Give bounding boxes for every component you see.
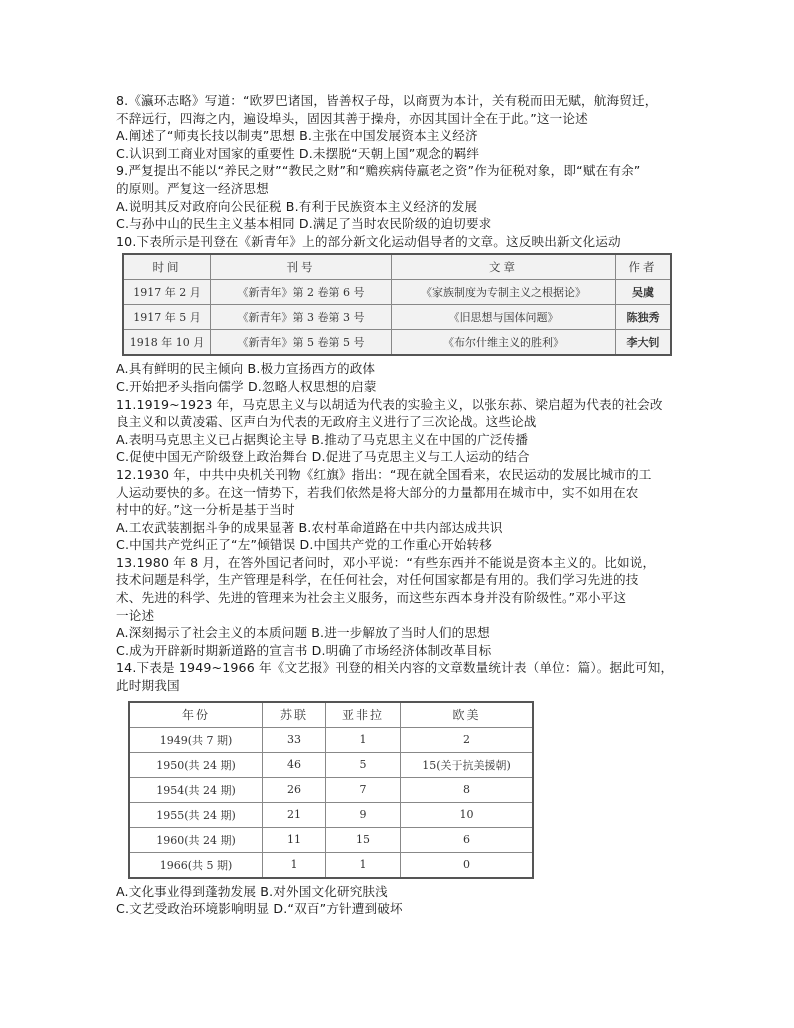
answer-options: A.工农武装割据斗争的成果显著 B.农村革命道路在中共内部达成共识 [116, 519, 503, 535]
question-14 [116, 659, 682, 917]
statistics-table [128, 701, 534, 879]
table-cell: 1 [326, 852, 401, 878]
question-10 [116, 233, 682, 396]
table-cell: 1 [263, 852, 326, 878]
table-cell: 《旧思想与国体问题》 [392, 305, 616, 330]
table-cell: 21 [263, 802, 326, 827]
question-stem: 人运动要快的多。在这一情势下，若我们依然是将大部分的力量都用在城市中，实不如用在农 [116, 484, 639, 500]
table-cell: 《新青年》第 5 卷第 5 号 [211, 330, 392, 356]
table-cell: 26 [263, 777, 326, 802]
table-cell: 2 [401, 727, 534, 752]
table-cell: 1954(共 24 期) [129, 777, 263, 802]
table-cell: 1918 年 10 月 [123, 330, 211, 356]
table-header-cell: 苏联 [263, 702, 326, 728]
question-stem: 10.下表所示是刊登在《新青年》上的部分新文化运动倡导者的文章。这反映出新文化运动 [116, 233, 621, 249]
table-row [129, 752, 533, 777]
table-header-row [123, 254, 671, 280]
table-header-row [129, 702, 533, 728]
answer-options: A.阐述了“师夷长技以制夷”思想 B.主张在中国发展资本主义经济 [116, 128, 478, 144]
answer-options: C.中国共产党纠正了“左”倾错误 D.中国共产党的工作重心开始转移 [116, 537, 492, 553]
answer-options: A.具有鲜明的民主倾向 B.极力宣扬西方的政体 [116, 361, 376, 377]
table-cell: 陈独秀 [616, 305, 672, 330]
answer-options: C.认识到工商业对国家的重要性 D.未摆脱“天朝上国”观念的羁绊 [116, 145, 480, 161]
table-row [129, 802, 533, 827]
table-cell: 1960(共 24 期) [129, 827, 263, 852]
question-stem: 9.严复提出不能以“养民之财”“教民之财”和“赡疾病侍羸老之资”作为征税对象，即“赋在有余” [116, 163, 641, 179]
question-stem: 技术问题是科学，生产管理是科学，在任何社会，对任何国家都是有用的。我们学习先进的技 [116, 572, 639, 588]
question-stem: 11.1919~1923 年，马克思主义与以胡适为代表的实验主义，以张东荪、梁启超为代表的社会改 [116, 396, 663, 412]
question-stem: 13.1980 年 8 月，在答外国记者问时，邓小平说：“有些东西并不能说是资本主义的。比如说， [116, 554, 656, 570]
table-cell: 9 [326, 802, 401, 827]
table-cell: 5 [326, 752, 401, 777]
question-stem: 术、先进的科学、先进的管理来为社会主义服务，而这些东西本身并没有阶级性。”邓小平这 [116, 590, 627, 606]
question-12 [116, 466, 682, 554]
table-header-cell: 刊号 [211, 254, 392, 280]
table-row [129, 777, 533, 802]
table-cell: 1 [326, 727, 401, 752]
table-cell: 8 [401, 777, 534, 802]
answer-options: C.成为开辟新时期新道路的宣言书 D.明确了市场经济体制改革目标 [116, 642, 492, 658]
table-cell: 1966(共 5 期) [129, 852, 263, 878]
table-header-cell: 作者 [616, 254, 672, 280]
question-13 [116, 554, 682, 660]
table-cell: 15(关于抗美援朝) [401, 752, 534, 777]
table-header-cell: 年份 [129, 702, 263, 728]
table-header-cell: 欧美 [401, 702, 534, 728]
question-stem: 良主义和以黄凌霜、区声白为代表的无政府主义进行了三次论战。这些论战 [116, 414, 537, 430]
question-stem: 12.1930 年，中共中央机关刊物《红旗》指出：“现在就全国看来，农民运动的发展比城市的工 [116, 466, 652, 482]
question-stem: 14.下表是 1949~1966 年《文艺报》刊登的相关内容的文章数量统计表（单位：篇）。据此可知， [116, 660, 674, 676]
table-cell: 1949(共 7 期) [129, 727, 263, 752]
table-row [129, 727, 533, 752]
table-header-cell: 文章 [392, 254, 616, 280]
table-cell: 《新青年》第 2 卷第 6 号 [211, 280, 392, 305]
table-cell: 1917 年 5 月 [123, 305, 211, 330]
question-stem: 村中的好。”这一分析是基于当时 [116, 502, 295, 518]
table-cell: 1955(共 24 期) [129, 802, 263, 827]
table-cell: 《布尔什维主义的胜利》 [392, 330, 616, 356]
table-row [123, 305, 671, 330]
table-cell: 0 [401, 852, 534, 878]
table-cell: 33 [263, 727, 326, 752]
answer-options: A.文化事业得到蓬勃发展 B.对外国文化研究肤浅 [116, 883, 388, 899]
question-stem: 一论述 [116, 607, 155, 623]
exam-page [116, 92, 682, 918]
table-cell: 6 [401, 827, 534, 852]
table-cell: 李大钊 [616, 330, 672, 356]
articles-table [122, 253, 672, 356]
question-11 [116, 396, 682, 466]
table-cell: 1950(共 24 期) [129, 752, 263, 777]
question-9 [116, 162, 682, 232]
table-cell: 15 [326, 827, 401, 852]
question-stem: 此时期我国 [116, 678, 180, 694]
table-cell: 《家族制度为专制主义之根据论》 [392, 280, 616, 305]
answer-options: C.开始把矛头指向儒学 D.忽略人权思想的启蒙 [116, 378, 377, 394]
table-row [129, 827, 533, 852]
question-stem: 的原则。严复这一经济思想 [116, 180, 269, 196]
question-stem: 不辞远行，四海之内，遍设埠头，固因其善于操舟，亦因其国计全在于此。”这一论述 [116, 110, 588, 126]
table-row [123, 280, 671, 305]
table-row [129, 852, 533, 878]
question-stem: 8.《瀛环志略》写道：“欧罗巴诸国，皆善权子母，以商贾为本计，关有税而田无赋，航海贸迁， [116, 93, 658, 108]
table-header-cell: 时间 [123, 254, 211, 280]
question-8 [116, 92, 682, 162]
answer-options: C.促使中国无产阶级登上政治舞台 D.促进了马克思主义与工人运动的结合 [116, 449, 530, 465]
table-cell: 《新青年》第 3 卷第 3 号 [211, 305, 392, 330]
table-cell: 7 [326, 777, 401, 802]
table-cell: 1917 年 2 月 [123, 280, 211, 305]
answer-options: A.说明其反对政府向公民征税 B.有利于民族资本主义经济的发展 [116, 198, 478, 214]
answer-options: A.深刻揭示了社会主义的本质问题 B.进一步解放了当时人们的思想 [116, 625, 490, 641]
answer-options: A.表明马克思主义已占据舆论主导 B.推动了马克思主义在中国的广泛传播 [116, 431, 529, 447]
table-row [123, 330, 671, 356]
table-cell: 11 [263, 827, 326, 852]
table-header-cell: 亚非拉 [326, 702, 401, 728]
answer-options: C.文艺受政治环境影响明显 D.“双百”方针遭到破坏 [116, 901, 403, 917]
table-cell: 10 [401, 802, 534, 827]
table-cell: 46 [263, 752, 326, 777]
table-cell: 吴虞 [616, 280, 672, 305]
answer-options: C.与孙中山的民生主义基本相同 D.满足了当时农民阶级的迫切要求 [116, 216, 492, 232]
